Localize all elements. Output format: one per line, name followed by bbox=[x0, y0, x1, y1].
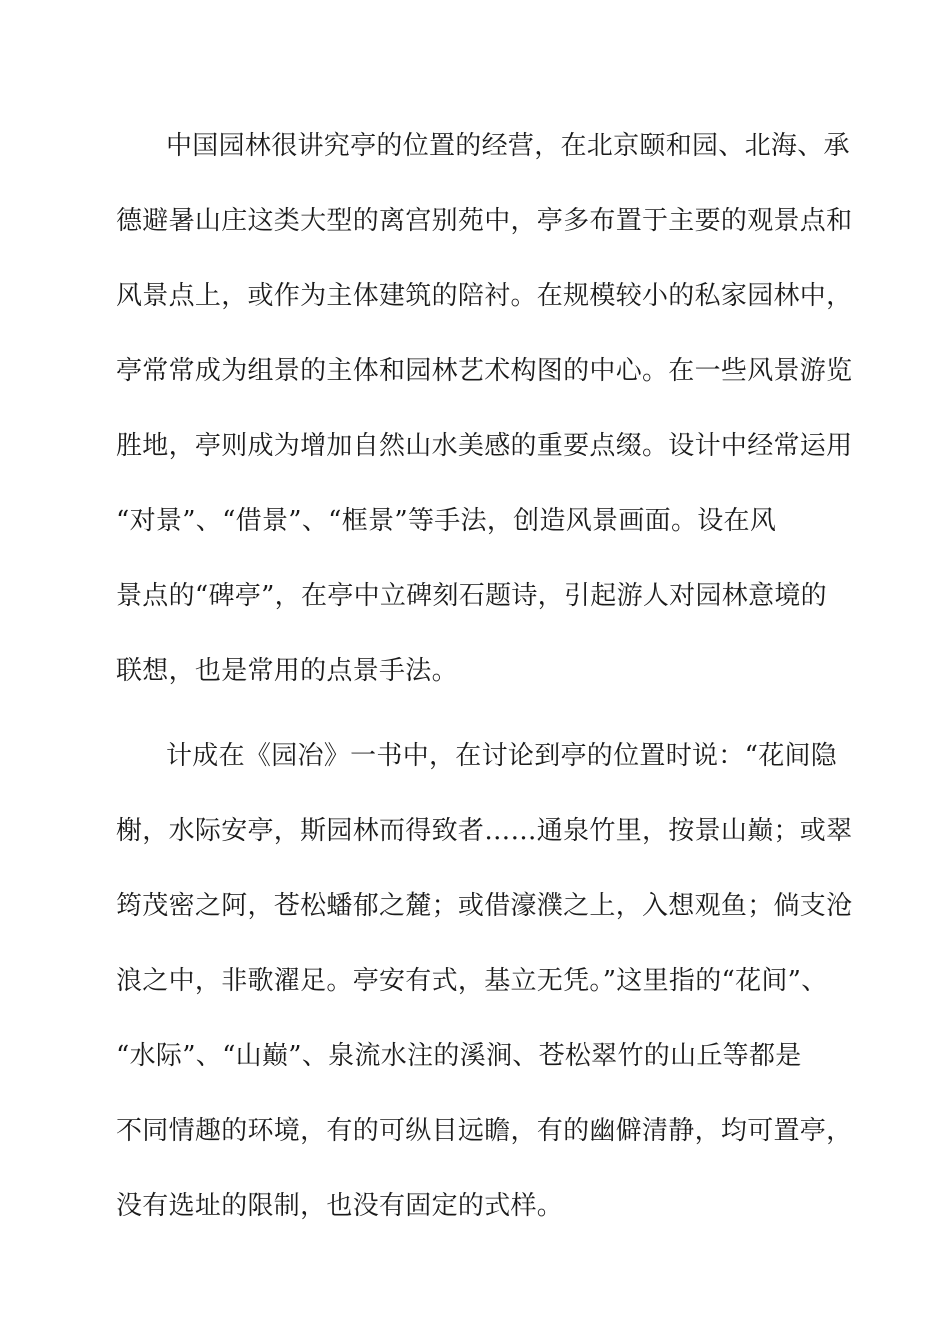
paragraph-line: 胜地，亭则成为增加自然山水美感的重要点缀。设计中经常运用 bbox=[116, 431, 853, 461]
paragraph-line: 榭，水际安亭，斯园林而得致者……通泉竹里，按景山巅；或翠 bbox=[116, 816, 853, 846]
paragraph-line: 亭常常成为组景的主体和园林艺术构图的中心。在一些风景游览 bbox=[116, 356, 853, 386]
paragraph-line: 风景点上，或作为主体建筑的陪衬。在规模较小的私家园林中， bbox=[116, 281, 853, 311]
paragraph-line: 筠茂密之阿，苍松蟠郁之麓；或借濠濮之上，入想观鱼；倘支沧 bbox=[116, 891, 853, 921]
paragraph-line: 没有选址的限制，也没有固定的式样。 bbox=[116, 1191, 564, 1221]
paragraph-line: 景点的“碑亭”，在亭中立碑刻石题诗，引起游人对园林意境的 bbox=[116, 581, 827, 611]
paragraph-line: “水际”、“山巅”、泉流水注的溪涧、苍松翠竹的山丘等都是 bbox=[116, 1041, 802, 1071]
paragraph-line: 浪之中，非歌濯足。亭安有式，基立无凭。”这里指的“花间”、 bbox=[116, 966, 828, 996]
paragraph-line: 中国园林很讲究亭的位置的经营，在北京颐和园、北海、承 bbox=[166, 131, 850, 161]
paragraph-line: 计成在《园冶》一书中，在讨论到亭的位置时说：“花间隐 bbox=[166, 741, 838, 771]
paragraph-line: 德避暑山庄这类大型的离宫别苑中，亭多布置于主要的观景点和 bbox=[116, 206, 853, 236]
paragraph-line: “对景”、“借景”、“框景”等手法，创造风景画面。设在风 bbox=[116, 506, 777, 536]
paragraph-line: 联想，也是常用的点景手法。 bbox=[116, 656, 458, 686]
paragraph-line: 不同情趣的环境，有的可纵目远瞻，有的幽僻清静，均可置亭， bbox=[116, 1116, 853, 1146]
